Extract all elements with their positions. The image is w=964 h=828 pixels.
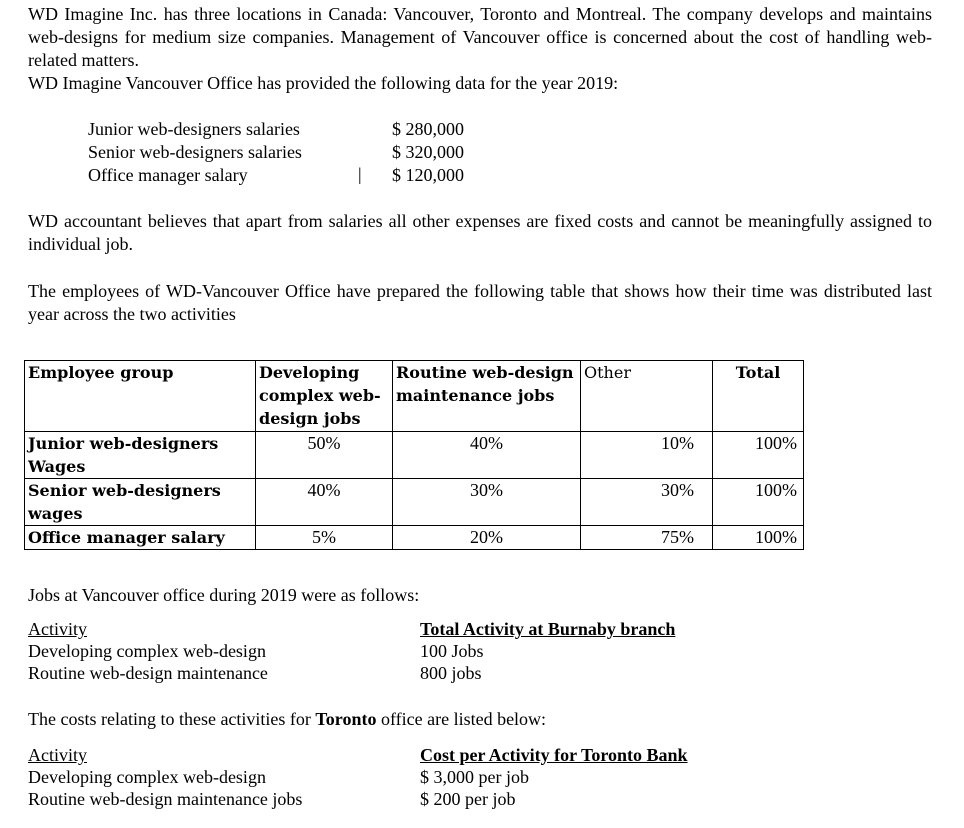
toronto-cost-item: $ 3,000 per job bbox=[420, 767, 529, 787]
jobs-intro: Jobs at Vancouver office during 2019 were as follows: bbox=[28, 585, 420, 605]
time-distribution-table bbox=[24, 360, 804, 550]
header-complex-jobs: Developing complex web-design jobs bbox=[256, 361, 393, 432]
employees-note: The employees of WD-Vancouver Office have prepared the following table that shows how their time was distributed last year across the two activities bbox=[28, 281, 932, 324]
toronto-activity-list bbox=[28, 744, 302, 810]
row-employee-group: Senior web-designers wages bbox=[25, 479, 256, 526]
row-other: 75% bbox=[581, 526, 713, 550]
jobs-activity-list bbox=[28, 618, 268, 684]
row-complex: 50% bbox=[256, 432, 393, 479]
jobs-activity-item: Routine web-design maintenance bbox=[28, 663, 268, 683]
table-row bbox=[25, 479, 804, 526]
header-other: Other bbox=[581, 361, 713, 432]
salary-label: Office manager salary bbox=[88, 165, 248, 185]
salary-value: $ 280,000 bbox=[392, 119, 464, 139]
toronto-activity-item: Routine web-design maintenance jobs bbox=[28, 789, 303, 809]
toronto-intro-text: The costs relating to these activities for bbox=[28, 709, 316, 729]
header-total: Total bbox=[713, 361, 804, 432]
row-total: 100% bbox=[713, 432, 804, 479]
table-header-row bbox=[25, 361, 804, 432]
row-routine: 40% bbox=[393, 432, 581, 479]
salary-value: $ 320,000 bbox=[392, 142, 464, 162]
jobs-activity-item: Developing complex web-design bbox=[28, 641, 266, 661]
row-total: 100% bbox=[713, 526, 804, 550]
table-row bbox=[25, 526, 804, 550]
row-total: 100% bbox=[713, 479, 804, 526]
toronto-cost-list bbox=[420, 744, 688, 810]
salary-label: Senior web-designers salaries bbox=[88, 142, 302, 162]
text-cursor-mark: | bbox=[358, 164, 362, 184]
toronto-intro-bold: Toronto bbox=[315, 709, 377, 729]
row-other: 10% bbox=[581, 432, 713, 479]
row-routine: 30% bbox=[393, 479, 581, 526]
jobs-volume-item: 100 Jobs bbox=[420, 641, 484, 661]
header-routine-jobs: Routine web-design maintenance jobs bbox=[393, 361, 581, 432]
toronto-intro-text: office are listed below: bbox=[376, 709, 547, 729]
row-employee-group: Junior web-designers Wages bbox=[25, 432, 256, 479]
table-row bbox=[25, 432, 804, 479]
salary-value: $ 120,000 bbox=[392, 165, 464, 185]
jobs-volume-item: 800 jobs bbox=[420, 663, 482, 683]
toronto-activity-header: Activity bbox=[28, 745, 87, 765]
intro-paragraph: WD Imagine Inc. has three locations in Canada: Vancouver, Toronto and Montreal. The company develops and maintains web-designs for medium size companies. Management of Vancouver office is concerned about the cost of handling web-related matters. bbox=[28, 4, 932, 70]
row-complex: 40% bbox=[256, 479, 393, 526]
toronto-intro bbox=[28, 708, 546, 731]
row-complex: 5% bbox=[256, 526, 393, 550]
row-routine: 20% bbox=[393, 526, 581, 550]
salary-label: Junior web-designers salaries bbox=[88, 119, 300, 139]
row-other: 30% bbox=[581, 479, 713, 526]
toronto-cost-header: Cost per Activity for Toronto Bank bbox=[420, 745, 688, 765]
intro-data-line: WD Imagine Vancouver Office has provided the following data for the year 2019: bbox=[28, 73, 619, 93]
jobs-volume-list bbox=[420, 618, 675, 684]
jobs-volume-header: Total Activity at Burnaby branch bbox=[420, 619, 676, 639]
jobs-activity-header: Activity bbox=[28, 619, 87, 639]
toronto-cost-item: $ 200 per job bbox=[420, 789, 516, 809]
header-employee-group: Employee group bbox=[25, 361, 256, 432]
accountant-note: WD accountant believes that apart from salaries all other expenses are fixed costs and cannot be meaningfully assigned to individual job. bbox=[28, 211, 932, 254]
toronto-activity-item: Developing complex web-design bbox=[28, 767, 266, 787]
row-employee-group: Office manager salary bbox=[25, 526, 256, 550]
